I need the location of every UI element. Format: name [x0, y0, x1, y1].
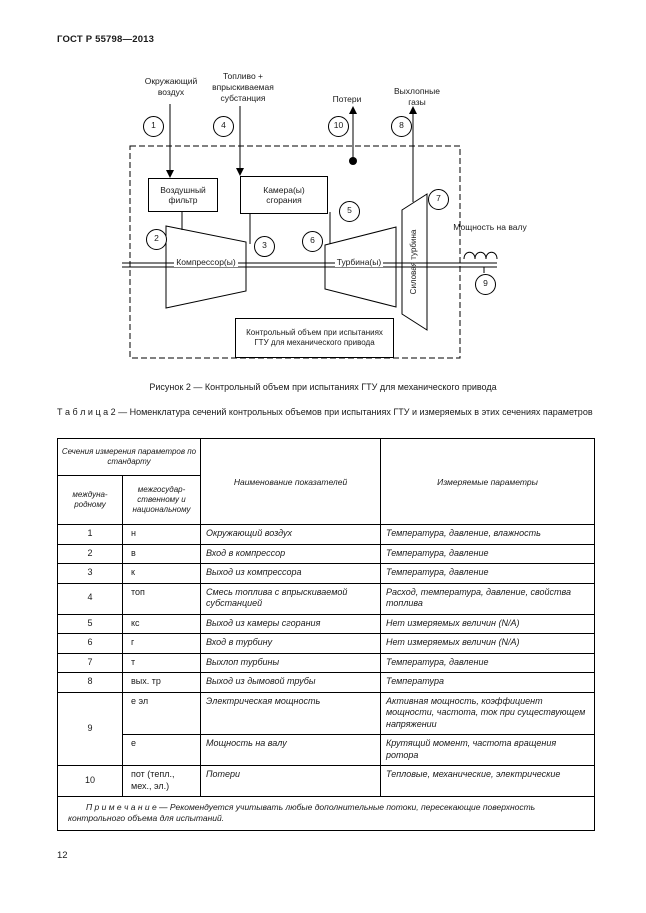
- cell-params: Температура, давление: [381, 653, 595, 673]
- cell-inter: к: [123, 564, 201, 584]
- table-note-row: [58, 797, 595, 831]
- table-row: [58, 544, 595, 564]
- cell-intl: 8: [58, 673, 123, 693]
- header-name: Наименование показателей: [201, 439, 381, 525]
- cell-inter: вых. тр: [123, 673, 201, 693]
- cell-inter: е эл: [123, 692, 201, 735]
- shaft-power-label: Мощность на валу: [453, 222, 527, 232]
- cell-params: Температура: [381, 673, 595, 693]
- doc-code: ГОСТ Р 55798—2013: [57, 34, 155, 45]
- table-row: [58, 583, 595, 614]
- control-volume-diagram: [0, 68, 646, 382]
- turbine-label-text: Турбина(ы): [336, 257, 382, 267]
- cell-params: Нет измеряемых величин (N/A): [381, 634, 595, 654]
- losses-label: Потери: [332, 94, 362, 104]
- cell-inter: т: [123, 653, 201, 673]
- cell-intl: 10: [58, 766, 123, 797]
- table-row: [58, 564, 595, 584]
- table-row: [58, 673, 595, 693]
- control-volume-label-box: [235, 318, 394, 358]
- table-row: [58, 525, 595, 545]
- table-note: П р и м е ч а н и е — Рекомендуется учитывать любые дополнительные потоки, пересекающие поверхность контрольного объема для испытаний.: [58, 797, 595, 831]
- table-row: [58, 614, 595, 634]
- cell-intl: 4: [58, 583, 123, 614]
- node-5: 5: [339, 201, 360, 222]
- cell-params: Активная мощность, коэффициент мощности, частота, ток при существующем напряжении: [381, 692, 595, 735]
- combustion-chamber-label: Камера(ы) сгорания: [263, 184, 305, 205]
- ambient-air-arrowhead: [166, 170, 174, 178]
- cell-name: Выход из дымовой трубы: [201, 673, 381, 693]
- node-6: 6: [302, 231, 323, 252]
- node-9: 9: [475, 274, 496, 295]
- fuel-arrowhead: [236, 168, 244, 176]
- table-row: [58, 634, 595, 654]
- cell-intl: 7: [58, 653, 123, 673]
- table-row: [58, 735, 595, 766]
- cell-inter: топ: [123, 583, 201, 614]
- cell-inter: н: [123, 525, 201, 545]
- cell-name: Электрическая мощность: [201, 692, 381, 735]
- cell-inter: е: [123, 735, 201, 766]
- table-row: [58, 766, 595, 797]
- cell-name: Вход в компрессор: [201, 544, 381, 564]
- compressor-label: [164, 257, 248, 268]
- cell-inter: г: [123, 634, 201, 654]
- figure-caption: Рисунок 2 — Контрольный объем при испытаниях ГТУ для механического привода: [149, 382, 497, 392]
- turbine-label: [321, 257, 397, 268]
- control-volume-label: Контрольный объем при испытаниях ГТУ для механического привода: [246, 328, 383, 347]
- measurement-sections-table: [57, 438, 595, 831]
- shaft-power-coil: [464, 252, 497, 259]
- cell-intl: 6: [58, 634, 123, 654]
- cell-inter: кс: [123, 614, 201, 634]
- cell-intl: 1: [58, 525, 123, 545]
- cell-inter: в: [123, 544, 201, 564]
- fuel-label: Топливо + впрыскиваемая субстанция: [212, 71, 274, 103]
- cell-name: Смесь топлива с впрыскиваемой субстанцией: [201, 583, 381, 614]
- header-sections-group: Сечения измерения параметров по стандарту: [58, 439, 201, 476]
- page-number: 12: [57, 850, 68, 861]
- cell-name: Выхлоп турбины: [201, 653, 381, 673]
- node-7: 7: [428, 189, 449, 210]
- ambient-air-label: Окружающий воздух: [144, 76, 198, 97]
- header-interstate: межгосудар-ственному и национальному: [123, 476, 201, 525]
- cell-params: Температура, давление: [381, 564, 595, 584]
- cell-params: Нет измеряемых величин (N/A): [381, 614, 595, 634]
- node-8: 8: [391, 116, 412, 137]
- compressor-label-text: Компрессор(ы): [176, 257, 236, 267]
- losses-junction-dot: [349, 157, 357, 165]
- cell-name: Окружающий воздух: [201, 525, 381, 545]
- table-row: [58, 692, 595, 735]
- cell-intl: 3: [58, 564, 123, 584]
- exhaust-gases-label: Выхлопные газы: [394, 86, 440, 107]
- cell-name: Выход из камеры сгорания: [201, 614, 381, 634]
- node-10: 10: [328, 116, 349, 137]
- cell-name: Выход из компрессора: [201, 564, 381, 584]
- cell-name: Мощность на валу: [201, 735, 381, 766]
- cell-inter: пот (тепл., мех., эл.): [123, 766, 201, 797]
- table-title: Т а б л и ц а 2 — Номенклатура сечений контрольных объемов при испытаниях ГТУ и измеряемых в этих сечениях параметров: [57, 407, 593, 417]
- cell-params: Крутящий момент, частота вращения ротора: [381, 735, 595, 766]
- cell-intl: 9: [58, 692, 123, 766]
- header-params: Измеряемые параметры: [381, 439, 595, 525]
- air-filter-label: Воздушный фильтр: [160, 184, 206, 205]
- losses-arrowhead: [349, 106, 357, 114]
- cell-params: Расход, температура, давление, свойства топлива: [381, 583, 595, 614]
- node-3: 3: [254, 236, 275, 257]
- air-filter-box: [148, 178, 218, 212]
- cell-intl: 2: [58, 544, 123, 564]
- table-row: [58, 653, 595, 673]
- cell-params: Тепловые, механические, электрические: [381, 766, 595, 797]
- node-2: 2: [146, 229, 167, 250]
- header-international: междуна-родному: [58, 476, 123, 525]
- combustion-chamber-box: [240, 176, 328, 214]
- cell-params: Температура, давление, влажность: [381, 525, 595, 545]
- table-header-row: [58, 439, 595, 476]
- cell-name: Вход в турбину: [201, 634, 381, 654]
- cell-intl: 5: [58, 614, 123, 634]
- power-turbine-label: Силовая турбина: [409, 229, 418, 295]
- node-1: 1: [143, 116, 164, 137]
- node-4: 4: [213, 116, 234, 137]
- cell-name: Потери: [201, 766, 381, 797]
- cell-params: Температура, давление: [381, 544, 595, 564]
